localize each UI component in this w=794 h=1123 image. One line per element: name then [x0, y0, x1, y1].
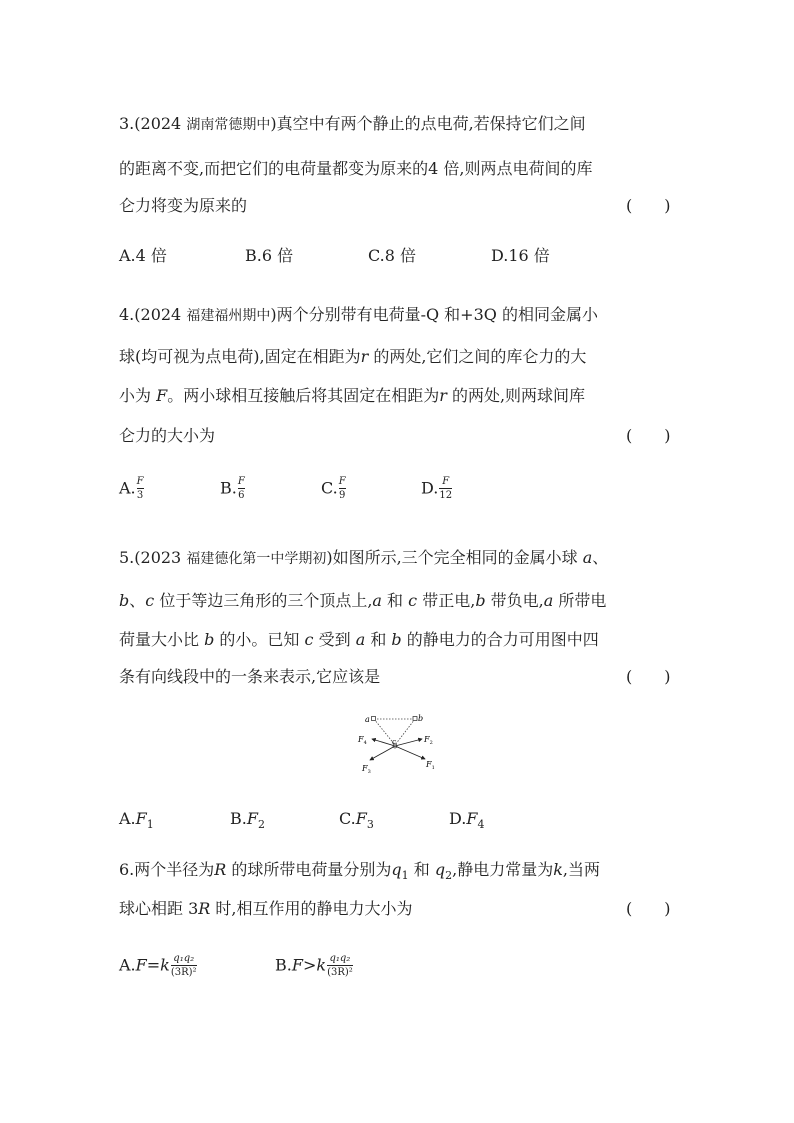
q5-line-2: b、c 位于等边三角形的三个顶点上,a 和 c 带正电,b 带负电,a 所带电	[119, 591, 607, 610]
q3-option-d[interactable]: D.16 倍	[491, 246, 550, 265]
ball-a	[372, 717, 376, 721]
q5-answer-bracket: ( )	[626, 667, 671, 686]
label-f4: $F_4$	[358, 735, 367, 746]
arrow-f2	[395, 739, 422, 746]
q6-option-a[interactable]: A.F=k $\frac{\text{q₁q₂}}{\text{(3R)²}}$	[119, 953, 197, 978]
q4-line-3: 小为 F。两小球相互接触后将其固定在相距为r 的两处,则两球间库	[119, 386, 586, 405]
q4-option-b[interactable]: B. $\frac{F}{6}$	[220, 476, 245, 501]
q5-option-b[interactable]: $B.F_2$	[230, 809, 265, 832]
q6-option-a-fraction: $\frac{\text{q₁q₂}}{\text{(3R)²}}$	[170, 953, 197, 978]
q5-option-c[interactable]: $C.F_3$	[339, 809, 374, 832]
q5-line-1: 5.(2023 福建德化第一中学期初)如图所示,三个完全相同的金属小球 a、	[119, 548, 609, 567]
q4-line-1: 4.(2024 福建福州期中)两个分别带有电荷量-Q 和+3Q 的相同金属小	[119, 305, 598, 324]
triangle-side-bc	[395, 719, 415, 745]
label-f3: $F_3$	[362, 764, 371, 775]
q6-line-1: 6.两个半径为R 的球所带电荷量分别为$q_1$ 和 $q_2$,静电力常量为k,当两	[119, 860, 600, 883]
q4-option-b-fraction: $\frac{F}{6}$	[237, 476, 245, 501]
q5-source: 福建德化第一中学期初	[186, 551, 327, 567]
ball-b	[413, 717, 417, 721]
q4-answer-bracket: ( )	[626, 426, 671, 445]
label-c: c	[392, 738, 396, 746]
q4-line-2: 球(均可视为点电荷),固定在相距为r 的两处,它们之间的库仑力的大	[119, 347, 587, 366]
q4-option-c-fraction: $\frac{F}{9}$	[338, 476, 346, 501]
q5-option-a[interactable]: $A.F_1$	[119, 809, 154, 832]
label-f1: $F_1$	[426, 760, 435, 771]
q3-option-c[interactable]: C.8 倍	[368, 246, 417, 265]
arrow-f1	[395, 746, 425, 759]
q6-answer-bracket: ( )	[626, 899, 671, 918]
q3-answer-bracket: ( )	[626, 196, 671, 215]
q6-line-2: 球心相距 3R 时,相互作用的静电力大小为	[119, 899, 413, 918]
label-b: b	[418, 714, 424, 723]
force-diagram	[350, 705, 450, 785]
q5-option-d[interactable]: $D.F_4$	[449, 809, 485, 832]
q3-line-2: 的距离不变,而把它们的电荷量都变为原来的4 倍,则两点电荷间的库	[119, 159, 593, 178]
q5-line-3: 荷量大小比 b 的小。已知 c 受到 a 和 b 的静电力的合力可用图中四	[119, 630, 599, 649]
label-a: a	[365, 715, 370, 724]
q3-source: 湖南常德期中	[186, 117, 271, 133]
q3-option-a[interactable]: A.4 倍	[119, 246, 167, 265]
q4-option-d[interactable]: D. $\frac{F}{12}$	[421, 476, 453, 501]
q6-option-b[interactable]: B.F>k $\frac{\text{q₁q₂}}{\text{(3R)²}}$	[275, 953, 353, 978]
q3-line-1: 3.(2024 湖南常德期中)真空中有两个静止的点电荷,若保持它们之间	[119, 114, 586, 133]
q4-line-4: 仑力的大小为	[119, 426, 216, 445]
q4-option-a[interactable]: A. $\frac{F}{3}$	[119, 476, 144, 501]
arrow-f3	[370, 746, 395, 760]
q5-line-4: 条有向线段中的一条来表示,它应该是	[119, 667, 381, 686]
q4-option-c[interactable]: C. $\frac{F}{9}$	[321, 476, 346, 501]
q4-option-d-fraction: $\frac{F}{12}$	[439, 476, 453, 501]
q3-option-b[interactable]: B.6 倍	[245, 246, 294, 265]
q4-source: 福建福州期中	[186, 308, 271, 324]
q4-option-a-fraction: $\frac{F}{3}$	[136, 476, 144, 501]
q6-option-b-fraction: $\frac{\text{q₁q₂}}{\text{(3R)²}}$	[327, 953, 353, 978]
q3-line-3: 仑力将变为原来的	[119, 196, 248, 215]
label-f2: $F_2$	[424, 735, 433, 746]
